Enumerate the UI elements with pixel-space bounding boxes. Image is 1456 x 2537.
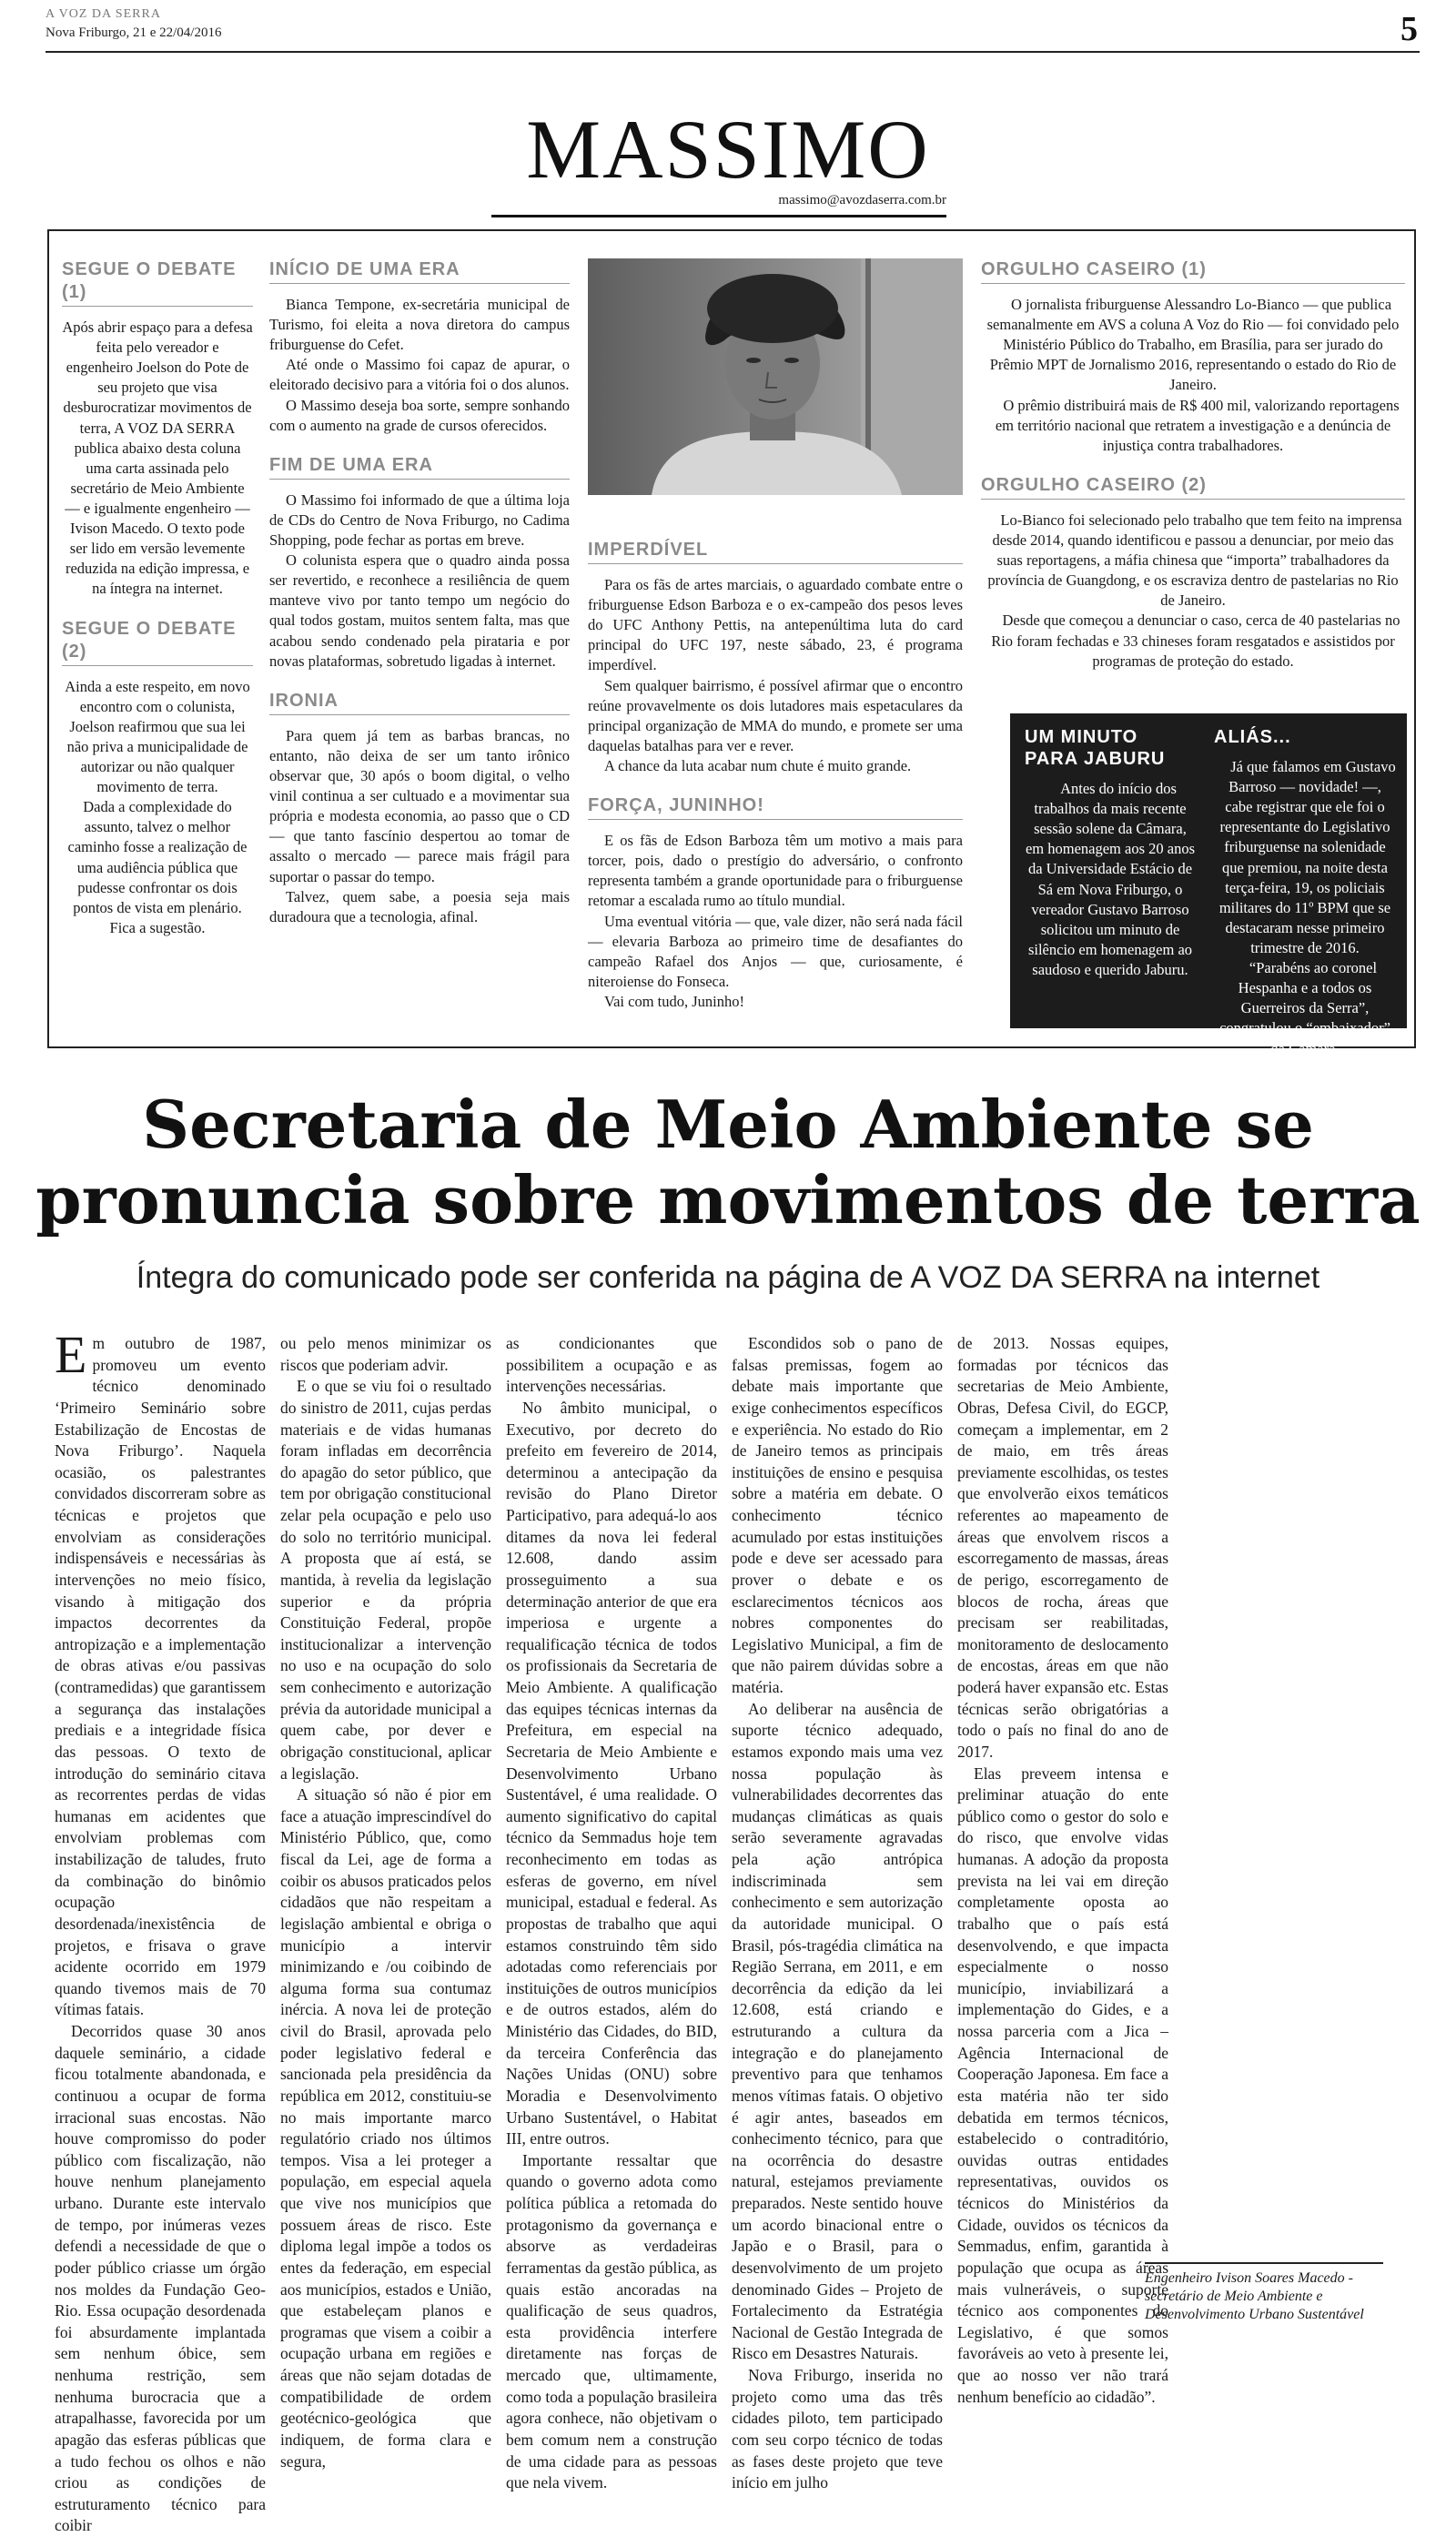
article-signature: Engenheiro Ivison Soares Macedo - secretário de Meio Ambiente e Desenvolvimento Urbano Sustentável — [1145, 2262, 1383, 2324]
paragraph: Importante ressaltar que quando o governo adota como política pública a retomada do protagonismo da governança e absorve as verdadeiras ferramentas da gestão pública, as quais estão ancoradas na qualificação de seus quadros, esta providência interfere diretamente nas forças de mercado que, ultimamente, como toda a população brasileira agora conhece, não objetivam o bem comum nem a construção de uma cidade para as pessoas que nela vivem. — [506, 2150, 717, 2492]
article-subheadline: Íntegra do comunicado pode ser conferida na página de A VOZ DA SERRA na internet — [136, 1260, 1320, 1295]
newspaper-brand: A VOZ DA SERRA — [46, 7, 161, 21]
paragraph: O colunista espera que o quadro ainda possa ser revertido, e reconhece a resiliência de quem manteve vivo por tanto tempo um negócio do qual todos gostam, muitos sentem falta, mas que acabou sendo condenado pela pirataria e por novas plataformas, sobretudo ligadas à internet. — [269, 551, 570, 670]
section-heading: FIM DE UMA ERA — [269, 454, 570, 480]
article-column-2 — [280, 1333, 491, 2471]
dropcap: E — [55, 1325, 87, 1384]
paragraph: Já que falamos em Gustavo Barroso — novidade! —, cabe registrar que ele foi o representante do Legislativo friburguense na solenidade que premiou, na noite desta terça-feira, 19, os policiais militares do 11º BPM que se destacaram nesse primeiro trimestre de 2016. — [1218, 758, 1396, 956]
section-orgulho-2 — [981, 474, 1405, 672]
highlight-box — [1010, 713, 1407, 1057]
section-heading: ORGULHO CASEIRO (2) — [981, 474, 1405, 500]
section-minuto — [1025, 726, 1196, 980]
paragraph: Decorridos quase 30 anos daquele seminário, a cidade ficou totalmente abandonada, e continuou a ocupar de forma irracional suas encostas. Não houve compromisso do poder público com fiscalização, não houve nenhum planejamento urbano. Durante este intervalo de tempo, por inúmeras vezes defendi a necessidade de que o poder público criasse um órgão nos moldes da Fundação Geo-Rio. Essa ocupação desordenada foi absurdamente implantada sem nenhum óbice, sem nenhuma restrição, sem nenhuma burocracia que a atrapalhasse, favorecida por um apagão das esferas públicas que a tudo fechou os olhos e não criou as condições de estruturamento técnico para coibir — [55, 2022, 266, 2535]
section-alias — [1214, 726, 1396, 1059]
paragraph: Ainda a este respeito, em novo encontro com o colunista, Joelson reafirmou que sua lei não priva a municipalidade de autorizar ou não qualquer movimento de terra. — [65, 677, 250, 796]
paragraph: de 2013. Nossas equipes, formadas por técnicos das secretarias de Meio Ambiente, Obras, Defesa Civil, do EGCP, começam a implementar, em 2 de maio, em três áreas previamente escolhidas, os testes que envolverão eixos temáticos referentes ao mapeamento de áreas que envolvem riscos a escorregamento de massas, áreas de perigo, escorregamento de blocos de rocha, áreas que precisam ser reabilitadas, monitoramento de deslocamento de encostas, áreas em que não poderá haver expansão etc. Estas técnicas serão obrigatórias a todo o país no final do ano de 2017. — [957, 1334, 1168, 1761]
section-heading: ALIÁS... — [1214, 727, 1291, 747]
paragraph: A situação só não é pior em face a atuação imprescindível do Ministério Público, que, como fiscal da Lei, age de forma a coibir os abusos praticados pelos cidadãos que não respeitam a legislação ambiental e obriga o município a intervir minimizando e /ou coibindo de alguma forma sua contumaz inércia. A nova lei de proteção civil do Brasil, aprovada pelo poder legislativo federal e sancionada pela presidência da república em 2012, constituiu-se no mais importante marco regulatório criado nos últimos tempos. Visa a lei proteger a população, em especial aquela que vive nos municípios que possuem áreas de risco. Este diploma legal impõe a todos os entes da federação, em especial aos municípios, estados e União, que estabeleçam planos e programas que visem a coibir a ocupação urbana em regiões e áreas que não sejam dotadas de compatibilidade de ordem geotécnico-geológica que indiquem, de forma clara e segura, — [280, 1785, 491, 2471]
section-segue-2 — [62, 618, 253, 938]
section-fim — [269, 454, 570, 672]
paragraph: “Parabéns ao coronel Hespanha e a todos os Guerreiros da Serra”, congratulou o “embaixador” da Câmara. — [1219, 959, 1390, 1057]
paragraph: Elas preveem intensa e preliminar atuação do ente público como o gestor do solo e do risco, que envolve vidas humanas. A adoção da proposta prevista na lei vai em direção completamente oposta ao trabalho que o país está desenvolvendo, e que impacta especialmente o nosso município, inviabilizará a implementação do Gides, e a nossa parceria com a Jica – Agência Internacional de Cooperação Japonesa. Em face a esta matéria não ter sido debatida em termos técnicos, estabelecido o contraditório, ouvidas outras entidades representativas, ouvidos os técnicos do Ministérios da Cidade, ouvidos os técnicos da Semmadus, enfim, garantida à população que ocupa as áreas mais vulneráveis, o suporte técnico aos componentes do Legislativo, é que somos favoráveis ao veto à presente lei, que ao nosso ver não trará nenhum benefício ao cidadão”. — [957, 1764, 1168, 2406]
paragraph: Escondidos sob o pano de falsas premissas, fogem ao debate mais importante que exige conhecimentos específicos e experiência. No estado do Rio de Janeiro temos as principais instituições de ensino e pesquisa sobre a matéria em debate. O conhecimento técnico acumulado por estas instituições pode e deve ser acessado para prover o debate e os esclarecimentos técnicos aos nobres componentes do Legislativo Municipal, a fim de que não pairem dúvidas sobre a matéria. — [732, 1334, 943, 1696]
section-heading: SEGUE O DEBATE (1) — [62, 258, 253, 307]
paragraph: O Massimo deseja boa sorte, sempre sonhando com o aumento na grade de cursos oferecidos. — [269, 396, 570, 434]
fighter-photo — [588, 258, 963, 495]
article-headline: Secretaria de Meio Ambiente se pronuncia sobre movimentos de terra — [35, 1086, 1421, 1238]
paragraph: Para quem já tem as barbas brancas, no entanto, não deixa de ser um tanto irônico observar que, 30 após o boom digital, o velho vinil continua a ser cultuado e a movimentar sua própria e modesta economia, ao passo que o CD — que tanto fascínio despertou ao tomar de assalto o mercado — parece mais frágil para suportar o passar do tempo. — [269, 726, 570, 885]
paragraph: as condicionantes que possibilitem a ocupação e as intervenções necessárias. — [506, 1334, 717, 1396]
paragraph: Dada a complexidade do assunto, talvez o melhor caminho fosse a realização de uma audiência pública que pudesse confrontar os dois pontos de vista em plenário. — [67, 798, 248, 916]
paragraph: O jornalista friburguense Alessandro Lo-Bianco — que publica semanalmente em AVS a coluna A Voz do Rio — foi convidado pelo Ministério Público do Trabalho, em Brasília, para ser jurado do Prêmio MPT de Jornalismo 2016, representando o estado do Rio de Janeiro. — [986, 296, 1400, 394]
section-forca — [588, 794, 963, 1012]
article-body — [55, 1325, 1401, 2535]
section-heading: ORGULHO CASEIRO (1) — [981, 258, 1405, 284]
paragraph: No âmbito municipal, o Executivo, por decreto do prefeito em fevereiro de 2014, determinou a antecipação da revisão do Plano Diretor Participativo, para adequá-lo aos ditames da nova lei federal 12.608, dando assim prosseguimento a sua determinação anterior de que era imperiosa e urgente a requalificação técnica de todos os profissionais da Secretaria de Meio Ambiente. A qualificação das equipes técnicas internas da Prefeitura, em especial na Secretaria de Meio Ambiente e Desenvolvimento Urbano Sustentável, é uma realidade. O aumento significativo do capital técnico da Semmadus hoje tem reconhecimento em todas as esferas de governo, em nível municipal, estadual e federal. As propostas de trabalho que aqui estamos construindo têm sido adotadas como referenciais por instituições de outros municípios e de outros estados, além do Ministério das Cidades, do BID, da terceira Conferência das Nações Unidas (ONU) sobre Moradia e Desenvolvimento Urbano Sustentável, o Habitat III, entre outros. — [506, 1398, 717, 2148]
paragraph: Nova Friburgo, inserida no projeto como uma das três cidades piloto, tem participado com seu corpo técnico de todas as fases deste projeto que teve início em julho — [732, 2366, 943, 2492]
page-number: 5 — [1400, 10, 1418, 48]
paragraph: Vai com tudo, Juninho! — [604, 992, 744, 1010]
paragraph: Ao deliberar na ausência de suporte técnico adequado, estamos expondo mais uma vez nossa população às vulnerabilidades decorrentes das mudanças climáticas as quais serão severamente agravadas pela ação antrópica indiscriminada sem conhecimento e sem autorização da autoridade municipal. O Brasil, pós-tragédia climática na Região Serrana, em 2011, e em decorrência da edição da lei 12.608, está criando e estruturando a cultura da integração e do planejamento preventivo para que tenhamos menos vítimas fatais. O objetivo é agir antes, baseados em conhecimento técnico, para que na ocorrência do desastre natural, estejamos previamente preparados. Neste sentido houve um acordo binacional entre o Japão e o Brasil, para o desenvolvimento de um projeto denominado Gides – Projeto de Fortalecimento da Estratégia Nacional de Gestão Integrada de Risco em Desastres Naturais. — [732, 1699, 943, 2363]
paragraph — [55, 1325, 266, 2021]
column-4 — [981, 258, 1405, 690]
page-header — [46, 7, 1420, 53]
paragraph: Até onde o Massimo foi capaz de apurar, o eleitorado decisivo para a vitória foi o dos alunos. — [269, 356, 570, 394]
section-heading: IRONIA — [269, 690, 570, 715]
paragraph: E os fãs de Edson Barboza têm um motivo a mais para torcer, pois, dado o prestígio do adversário, o confronto representa também a grande oportunidade para o friburguense retomar a escalada rumo ao título mundial. — [588, 832, 963, 910]
paragraph: ou pelo menos minimizar os riscos que poderiam advir. — [280, 1334, 491, 1374]
fighter-photo-image — [588, 258, 963, 495]
section-ironia — [269, 690, 570, 927]
edition-date: Nova Friburgo, 21 e 22/04/2016 — [46, 25, 222, 40]
section-segue-1 — [62, 258, 253, 600]
article-column-3 — [506, 1333, 717, 2492]
section-inicio — [269, 258, 570, 436]
section-orgulho-1 — [981, 258, 1405, 456]
paragraph: Fica a sugestão. — [109, 918, 206, 936]
paragraph: O prêmio distribuirá mais de R$ 400 mil, valorizando reportagens em território nacional que retratem a investigação e a denúncia de injustiça contra trabalhadores. — [995, 396, 1400, 454]
column-2 — [269, 258, 570, 945]
paragraph: Após abrir espaço para a defesa feita pelo vereador e engenheiro Joelson do Pote de seu projeto que visa desburocratizar movimentos de terra, A VOZ DA SERRA publica abaixo desta coluna uma carta assinada pelo secretário de Meio Ambiente — e igualmente engenheiro — Ivison Macedo. O texto pode ser lido em versão levemente reduzida na edição impressa, e na íntegra na internet. — [62, 318, 253, 598]
article-column-1 — [55, 1325, 266, 2535]
section-heading: IMPERDÍVEL — [588, 539, 963, 564]
column-3-text — [588, 539, 963, 1030]
paragraph-text: m outubro de 1987, promoveu um evento técnico denominado ‘Primeiro Seminário sobre Estabilização de Encostas de Nova Friburgo’. Naquela ocasião, os palestrantes convidados discorreram sobre as técnicas e projetos que envolviam as considerações indispensáveis e necessárias às intervenções no meio físico, visando à mitigação dos impactos decorrentes da antropização e a implementação de obras ativas e/ou passivas (contramedidas) que garantissem a segurança das instalações prediais e a integridade física das pessoas. O texto de introdução do seminário citava as recorrentes perdas de vidas humanas em acidentes que envolviam problemas com instabilização de taludes, fruto da combinação do binômio ocupação desordenada/inexistência de projetos, e frisava o grave acidente ocorrido em 1979 quando tivemos mais de 70 vítimas fatais. — [55, 1334, 266, 2019]
section-heading: UM MINUTO PARA JABURU — [1025, 727, 1166, 769]
paragraph: Desde que começou a denunciar o caso, cerca de 40 pastelarias no Rio foram fechadas e 33 chineses foram resgatados e assistidos por programas de proteção do estado. — [991, 612, 1400, 670]
paragraph: Antes do início dos trabalhos da mais recente sessão solene da Câmara, em homenagem aos 20 anos da Universidade Estácio de Sá em Nova Friburgo, o vereador Gustavo Barroso solicitou um minuto de silêncio em homenagem ao saudoso e querido Jaburu. — [1025, 780, 1196, 978]
section-imperdivel — [588, 539, 963, 776]
column-email[interactable]: massimo@avozdaserra.com.br — [778, 193, 946, 207]
paragraph: Para os fãs de artes marciais, o aguardado combate entre o friburguense Edson Barboza e o ex-campeão dos pesos leves do UFC Anthony Pettis, na antepenúltima luta do card principal do UFC 197, neste sábado, 23, é programa imperdível. — [588, 576, 963, 674]
column-title: MASSIMO — [526, 103, 930, 196]
article-column-5 — [957, 1333, 1168, 2406]
paragraph: E o que se viu foi o resultado do sinistro de 2011, cujas perdas materiais e de vidas humanas foram infladas em decorrência do apagão do setor público, que tem por obrigação constitucional zelar pela ocupação e pelo uso do solo no território municipal. A proposta que aí está, se mantida, à revelia da legislação superior e da própria Constituição Federal, propõe institucionalizar a intervenção no uso e na ocupação do solo sem conhecimento e autorização prévia da autoridade municipal a quem cabe, por dever e obrigação constitucional, aplicar a legislação. — [280, 1377, 491, 1783]
column-1 — [62, 258, 253, 956]
article-column-4 — [732, 1333, 943, 2492]
paragraph: Lo-Bianco foi selecionado pelo trabalho que tem feito na imprensa desde 2014, quando identificou e passou a denunciar, por meio das suas reportagens, a máfia chinesa que “importa” trabalhadores da província de Guangdong, e os escraviza dentro de pastelarias no Rio de Janeiro. — [987, 510, 1402, 610]
paragraph: Sem qualquer bairrismo, é possível afirmar que o encontro reúne provavelmente os dois lutadores mais espetaculares da principal organização de MMA do mundo, e promete ser uma daquelas batalhas para ver e rever. — [588, 676, 963, 754]
paragraph: Bianca Tempone, ex-secretária municipal de Turismo, foi eleita a nova diretora do campus friburguense do Cefet. — [269, 296, 570, 354]
section-heading: FORÇA, JUNINHO! — [588, 794, 963, 820]
title-rule — [491, 215, 946, 217]
column-box — [47, 229, 1416, 1057]
section-heading: SEGUE O DEBATE (2) — [62, 618, 253, 666]
paragraph: Uma eventual vitória — que, vale dizer, não será nada fácil — elevaria Barboza ao primeiro time de desafiantes do campeão Rafael dos Anjos — que, curiosamente, é niteroiense do Fonseca. — [588, 912, 963, 990]
section-heading: INÍCIO DE UMA ERA — [269, 258, 570, 284]
paragraph: Talvez, quem sabe, a poesia seja mais duradoura que a tecnologia, afinal. — [269, 887, 570, 925]
paragraph: A chance da luta acabar num chute é muito grande. — [604, 756, 912, 774]
paragraph: O Massimo foi informado de que a última loja de CDs do Centro de Nova Friburgo, no Cadima Shopping, pode fechar as portas em breve. — [269, 490, 570, 549]
